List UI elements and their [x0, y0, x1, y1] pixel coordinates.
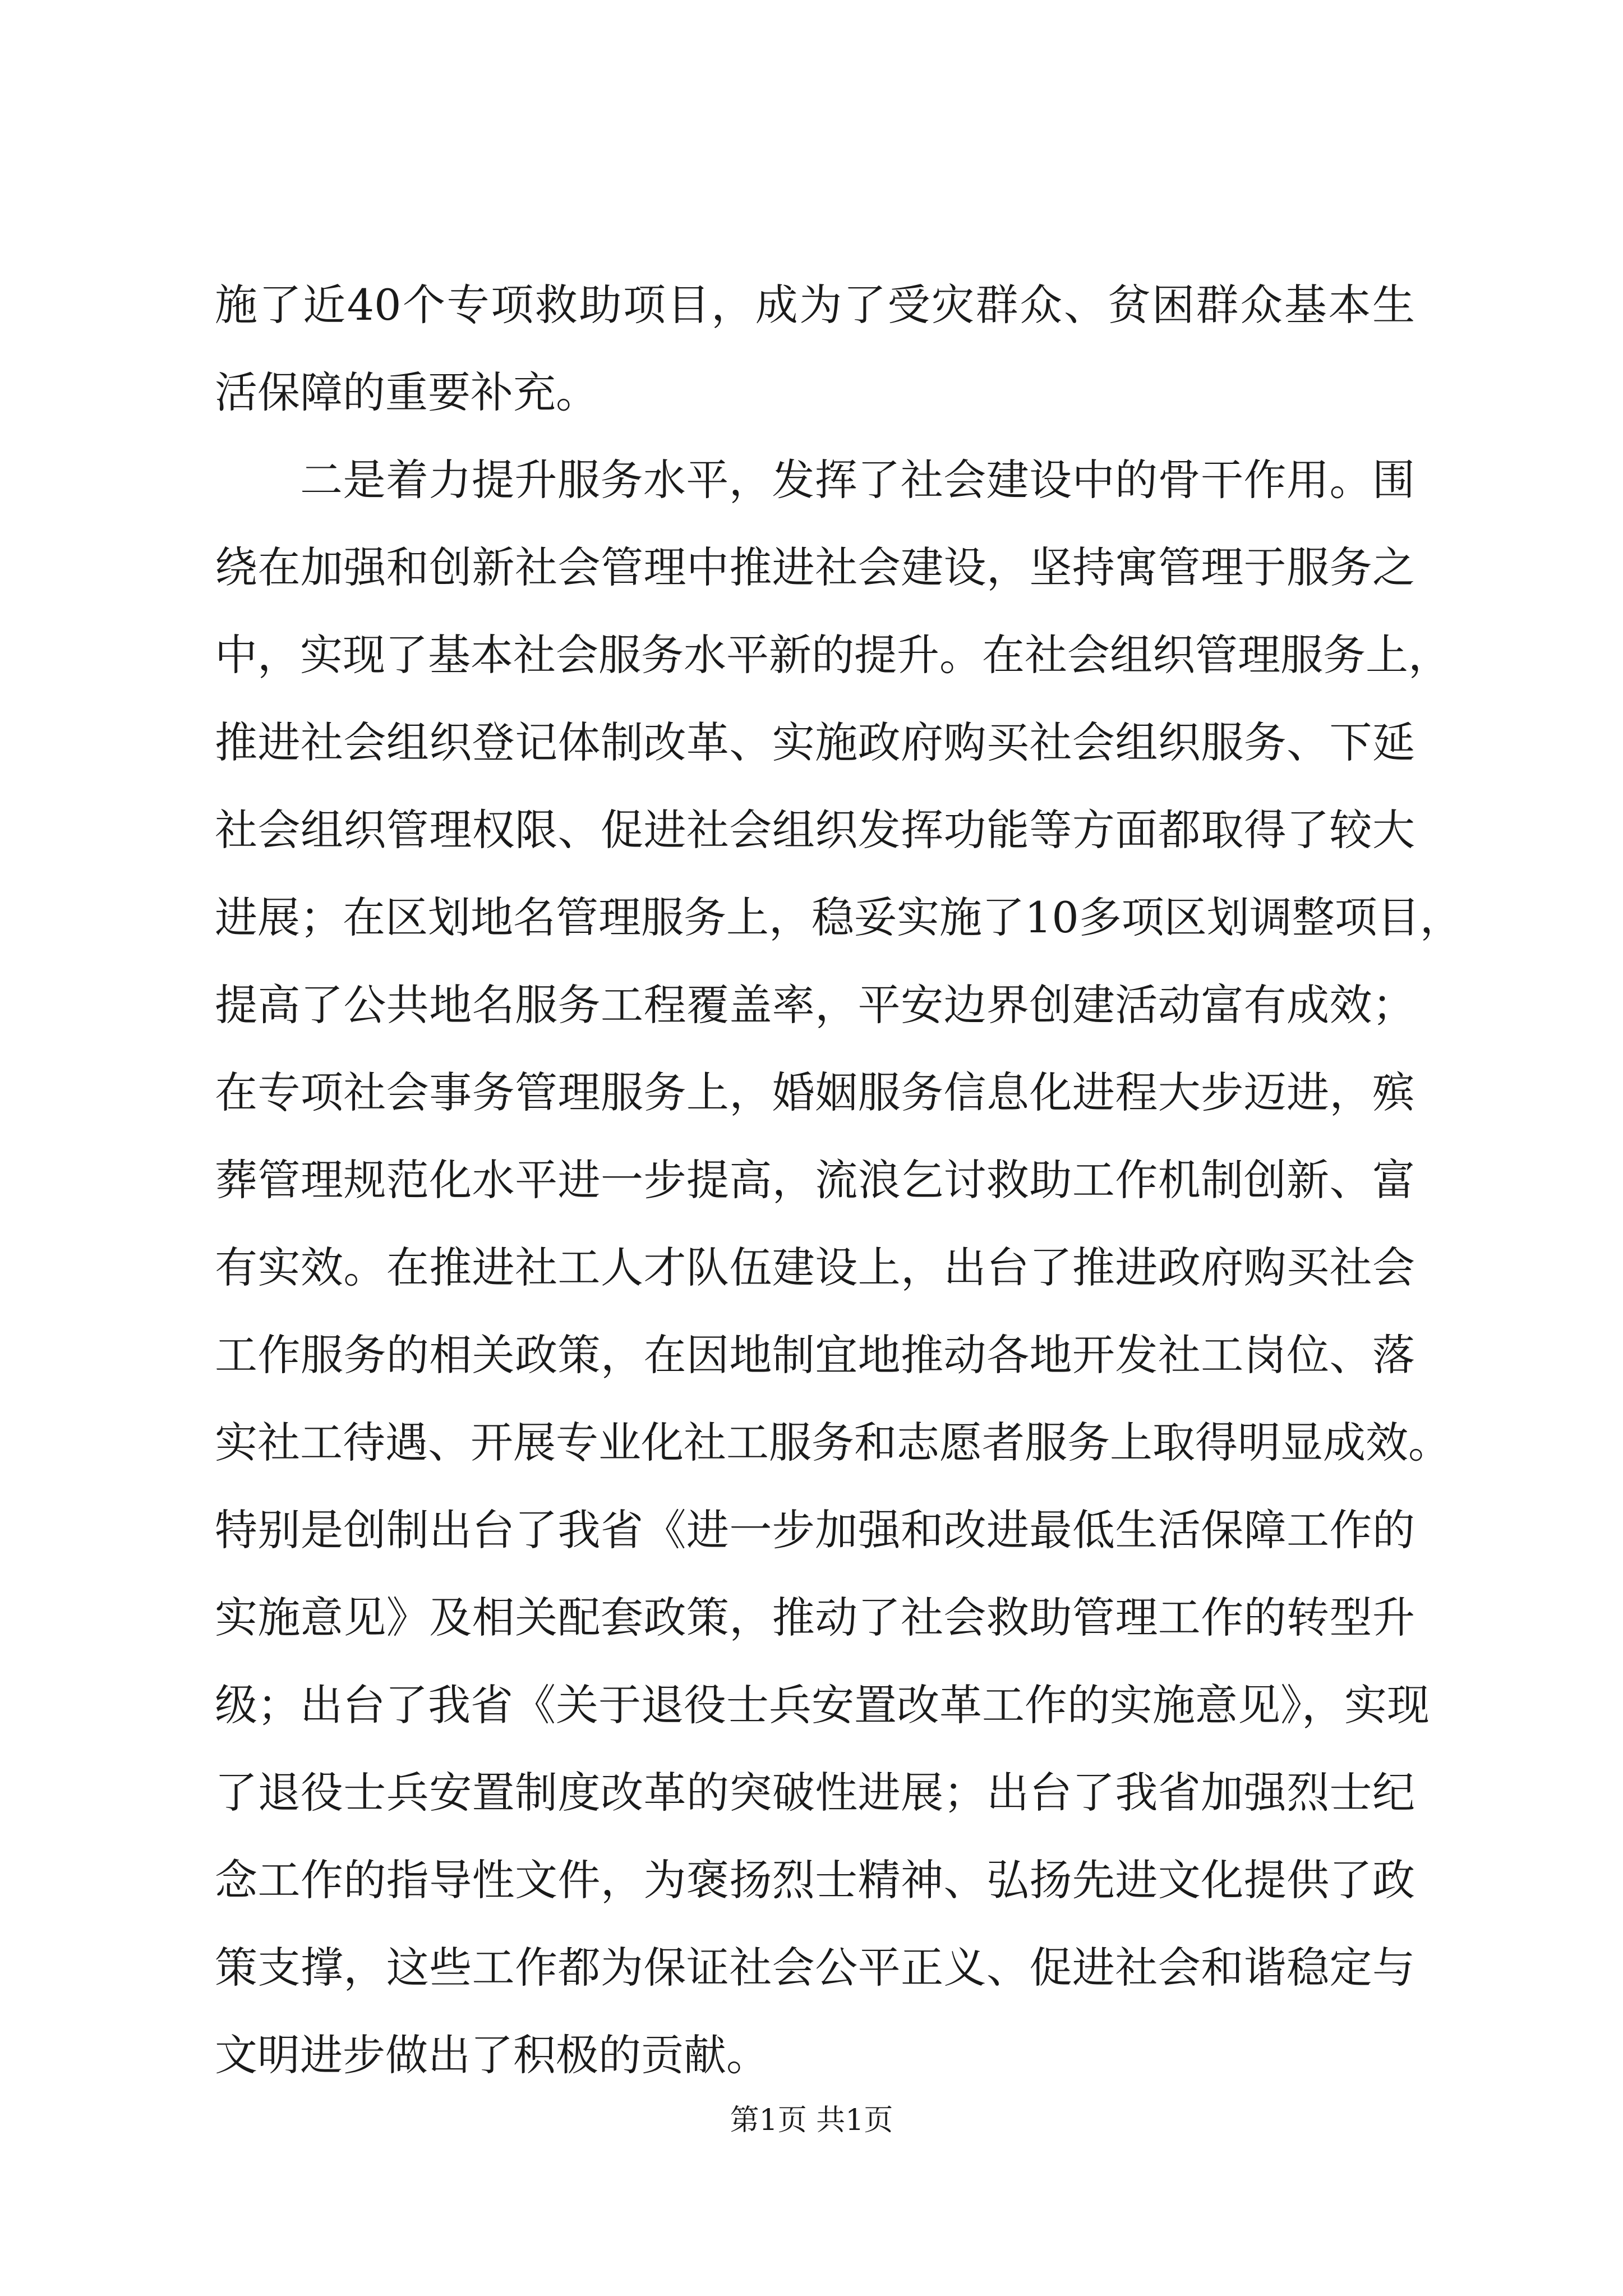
text-line: 施了近40个专项救助项目，成为了受灾群众、贫困群众基本生 [215, 280, 1415, 330]
text-line: 在专项社会事务管理服务上，婚姻服务信息化进程大步迈进，殡 [215, 1068, 1415, 1117]
text-line: 社会组织管理权限、促进社会组织发挥功能等方面都取得了较大 [215, 805, 1415, 855]
text-line: 葬管理规范化水平进一步提高，流浪乞讨救助工作机制创新、富 [215, 1155, 1415, 1205]
text-line: 策支撑，这些工作都为保证社会公平正义、促进社会和谐稳定与 [215, 1943, 1415, 1993]
text-line: 实社工待遇、开展专业化社工服务和志愿者服务上取得明显成效。 [215, 1418, 1451, 1467]
document-body [215, 261, 1463, 2099]
text-line: 提高了公共地名服务工程覆盖率，平安边界创建活动富有成效； [215, 980, 1415, 1030]
text-line: 推进社会组织登记体制改革、实施政府购买社会组织服务、下延 [215, 717, 1415, 767]
text-line: 中，实现了基本社会服务水平新的提升。在社会组织管理服务上， [215, 630, 1451, 680]
text-line: 文明进步做出了积极的贡献。 [215, 2030, 769, 2080]
page-number-footer: 第1页 共1页 [730, 2104, 893, 2137]
text-line: 了退役士兵安置制度改革的突破性进展；出台了我省加强烈士纪 [215, 1768, 1415, 1818]
text-line: 实施意见》及相关配套政策，推动了社会救助管理工作的转型升 [215, 1593, 1415, 1642]
text-line: 念工作的指导性文件，为褒扬烈士精神、弘扬先进文化提供了政 [215, 1855, 1415, 1905]
text-line: 绕在加强和创新社会管理中推进社会建设，坚持寓管理于服务之 [215, 542, 1415, 592]
text-line: 级；出台了我省《关于退役士兵安置改革工作的实施意见》，实现 [215, 1680, 1430, 1730]
text-line: 活保障的重要补充。 [215, 367, 598, 417]
paragraph-first-line: 二是着力提升服务水平，发挥了社会建设中的骨干作用。围 [300, 455, 1415, 505]
text-line: 进展；在区划地名管理服务上，稳妥实施了10多项区划调整项目， [215, 892, 1463, 942]
text-line: 工作服务的相关政策，在因地制宜地推动各地开发社工岗位、落 [215, 1330, 1415, 1380]
text-line: 特别是创制出台了我省《进一步加强和改进最低生活保障工作的 [215, 1505, 1415, 1555]
text-line: 有实效。在推进社工人才队伍建设上，出台了推进政府购买社会 [215, 1243, 1415, 1292]
